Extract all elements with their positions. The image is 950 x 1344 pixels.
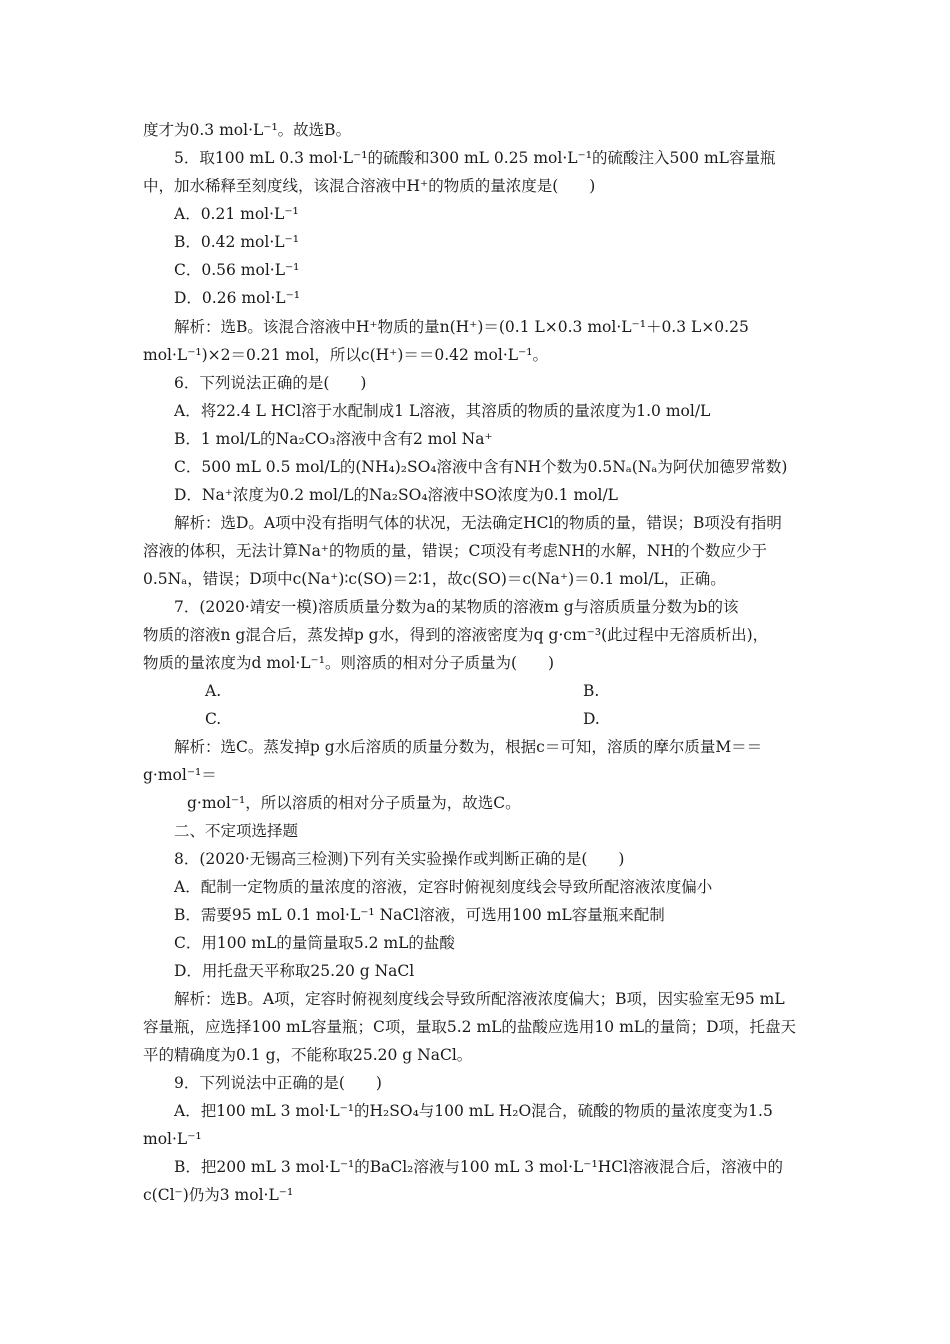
section-heading: 二、不定项选择题 xyxy=(174,822,299,840)
question-6-stem: 6．下列说法正确的是( ) xyxy=(174,374,367,392)
question-9-option-b-cont: c(Cl⁻)仍为3 mol·L⁻¹ xyxy=(143,1186,294,1204)
question-7-stem-cont: 物质的量浓度为d mol·L⁻¹。则溶质的相对分子质量为( ) xyxy=(143,654,555,672)
question-6-analysis-cont: 0.5Nₐ，错误；D项中c(Na⁺)∶c(SO)＝2∶1，故c(SO)＝c(Na⁺)＝0.1 mol/L，正确。 xyxy=(143,570,726,588)
question-7-option-c: C. xyxy=(205,710,222,728)
question-7-options-row-1 xyxy=(174,677,822,705)
text-line: 度才为0.3 mol·L⁻¹。故选B。 xyxy=(143,121,352,139)
question-7-option-d: D. xyxy=(583,710,600,728)
question-5-stem-cont: 中，加水稀释至刻度线，该混合溶液中H⁺的物质的量浓度是( ) xyxy=(143,177,596,195)
question-6-option-a: A．将22.4 L HCl溶于水配制成1 L溶液，其溶质的物质的量浓度为1.0 mol/L xyxy=(174,402,711,420)
question-7-option-b: B. xyxy=(583,682,600,700)
question-5-analysis-cont: mol·L⁻¹)×2＝0.21 mol，所以c(H⁺)＝＝0.42 mol·L⁻¹。 xyxy=(143,346,548,364)
question-8-option-c: C．用100 mL的量筒量取5.2 mL的盐酸 xyxy=(174,934,455,952)
question-5-option-c: C．0.56 mol·L⁻¹ xyxy=(174,261,300,279)
question-8-option-d: D．用托盘天平称取25.20 g NaCl xyxy=(174,962,415,980)
question-7-stem-cont: 物质的溶液n g混合后，蒸发掉p g水，得到的溶液密度为q g·cm⁻³(此过程中无溶质析出)， xyxy=(143,626,769,644)
question-9-option-b: B．把200 mL 3 mol·L⁻¹的BaCl₂溶液与100 mL 3 mol·L⁻¹HCl溶液混合后，溶液中的 xyxy=(174,1158,784,1176)
question-5-stem: 5．取100 mL 0.3 mol·L⁻¹的硫酸和300 mL 0.25 mol·L⁻¹的硫酸注入500 mL容量瓶 xyxy=(174,149,776,167)
question-6-option-c: C．500 mL 0.5 mol/L的(NH₄)₂SO₄溶液中含有NH个数为0.5Nₐ(Nₐ为阿伏加德罗常数) xyxy=(174,458,788,476)
question-7-analysis-cont: g·mol⁻¹＝ xyxy=(143,766,217,784)
question-8-analysis: 解析：选B。A项，定容时俯视刻度线会导致所配溶液浓度偏大；B项，因实验室无95 mL xyxy=(174,990,785,1008)
question-5-analysis: 解析：选B。该混合溶液中H⁺物质的量n(H⁺)＝(0.1 L×0.3 mol·L⁻¹＋0.3 L×0.25 xyxy=(174,318,749,336)
question-6-option-d: D．Na⁺浓度为0.2 mol/L的Na₂SO₄溶液中SO浓度为0.1 mol/L xyxy=(174,486,618,504)
question-9-option-a-cont: mol·L⁻¹ xyxy=(143,1130,202,1148)
question-7-stem: 7．(2020·靖安一模)溶质质量分数为a的某物质的溶液m g与溶质质量分数为b的该 xyxy=(174,598,739,616)
question-6-analysis: 解析：选D。A项中没有指明气体的状况，无法确定HCl的物质的量，错误；B项没有指明 xyxy=(174,514,782,532)
question-8-stem: 8．(2020·无锡高三检测)下列有关实验操作或判断正确的是( ) xyxy=(174,850,625,868)
question-7-analysis-cont: g·mol⁻¹，所以溶质的相对分子质量为，故选C。 xyxy=(187,794,521,812)
question-7-analysis: 解析：选C。蒸发掉p g水后溶质的质量分数为，根据c＝可知，溶质的摩尔质量M＝＝ xyxy=(174,738,763,756)
question-8-option-a: A．配制一定物质的量浓度的溶液，定容时俯视刻度线会导致所配溶液浓度偏小 xyxy=(174,878,713,896)
question-9-option-a: A．把100 mL 3 mol·L⁻¹的H₂SO₄与100 mL H₂O混合，硫酸的物质的量浓度变为1.5 xyxy=(174,1102,773,1120)
question-8-option-b: B．需要95 mL 0.1 mol·L⁻¹ NaCl溶液，可选用100 mL容量瓶来配制 xyxy=(174,906,665,924)
question-5-option-b: B．0.42 mol·L⁻¹ xyxy=(174,233,299,251)
question-9-stem: 9．下列说法中正确的是( ) xyxy=(174,1074,382,1092)
question-6-option-b: B．1 mol/L的Na₂CO₃溶液中含有2 mol Na⁺ xyxy=(174,430,493,448)
question-6-analysis-cont: 溶液的体积，无法计算Na⁺的物质的量，错误；C项没有考虑NH的水解，NH的个数应少于 xyxy=(143,542,768,560)
question-8-analysis-cont: 平的精确度为0.1 g，不能称取25.20 g NaCl。 xyxy=(143,1046,473,1064)
question-8-analysis-cont: 容量瓶，应选择100 mL容量瓶；C项，量取5.2 mL的盐酸应选用10 mL的量筒；D项，托盘天 xyxy=(143,1018,797,1036)
question-7-option-a: A. xyxy=(205,682,222,700)
question-5-option-d: D．0.26 mol·L⁻¹ xyxy=(174,289,300,307)
question-5-option-a: A．0.21 mol·L⁻¹ xyxy=(174,205,299,223)
question-7-options-row-2 xyxy=(174,705,822,733)
